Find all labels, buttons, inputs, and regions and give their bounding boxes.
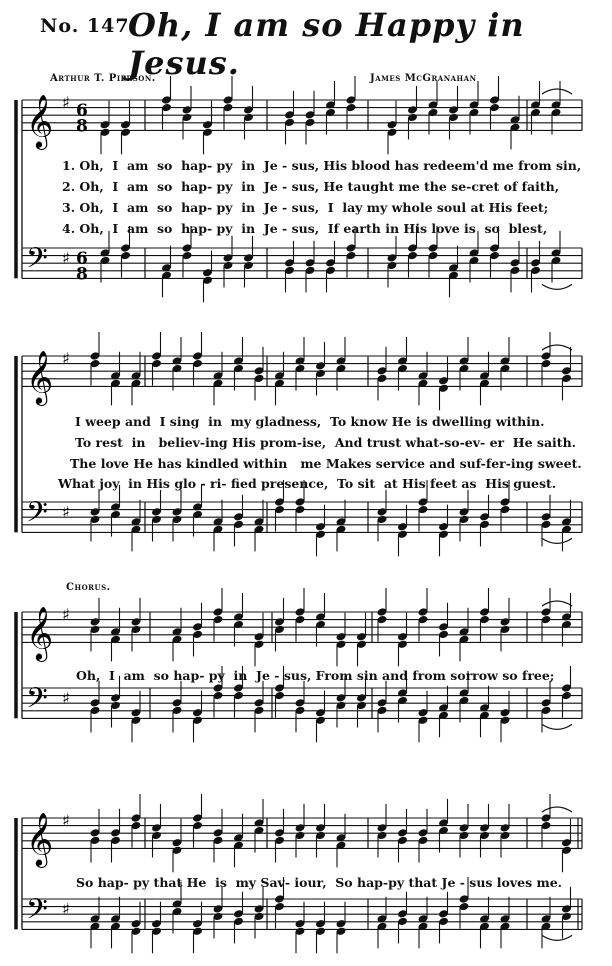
key-sharp: ♯: [62, 899, 70, 919]
treble-clef: 𝄞: [26, 811, 54, 866]
bass-clef: 𝄢: [26, 892, 48, 933]
slur: [542, 935, 572, 940]
treble-clef: 𝄞: [26, 93, 54, 148]
slur: [542, 807, 572, 812]
lyric-line-v1-b: I weep and I sing in my gladness, To know He is dwelling within.: [75, 414, 545, 429]
slur: [542, 345, 572, 350]
key-sharp: ♯: [62, 248, 70, 268]
composer-credit: James McGranahan: [370, 73, 477, 84]
chorus-label: Chorus.: [66, 582, 111, 593]
lyricist-credit: Arthur T. Pierson.: [50, 73, 156, 84]
slur: [542, 284, 572, 289]
lyric-line-v2-b: To rest in believ-ing His prom-ise, And trust what-so-ev- er He saith.: [75, 435, 577, 450]
key-sharp: ♯: [62, 811, 70, 830]
chorus-lyric-line-1: Oh, I am so hap- py in Je - sus, From sin and from sorrow so free;: [76, 668, 555, 683]
bass-clef: 𝄢: [26, 241, 48, 282]
key-sharp: ♯: [62, 502, 70, 522]
lyric-line-v3-b: The love He has kindled within me Makes service and suf-fer-ing sweet.: [70, 456, 582, 471]
key-sharp: ♯: [62, 688, 70, 708]
key-sharp: ♯: [62, 605, 70, 624]
lyric-line-v3-a: 3. Oh, I am so hap- py in Je - sus, I lay my whole soul at His feet;: [62, 200, 549, 215]
hymn-number: No. 147.: [40, 15, 138, 37]
bass-clef: 𝄢: [26, 681, 48, 722]
lyric-line-v4-a: 4. Oh, I am so hap- py in Je - sus, If earth in His love is so blest,: [62, 221, 548, 236]
lyric-line-v1-a: 1. Oh, I am so hap- py in Je - sus, His blood has redeem'd me from sin,: [62, 158, 582, 173]
slur: [542, 89, 572, 94]
time-sig-top: 6: [76, 101, 88, 122]
chorus-lyric-line-2: So hap- py that He is my Sav- iour, So hap-py that Je - sus loves me.: [76, 875, 563, 890]
key-sharp: ♯: [62, 349, 70, 368]
hymn-title: Oh, I am so Happy in Jesus.: [128, 6, 525, 82]
treble-clef: 𝄞: [26, 349, 54, 404]
time-sig-bottom: 8: [76, 116, 88, 137]
lyric-line-v4-b: What joy in His glo - ri- fied presence, To sit at His feet as His guest.: [58, 476, 557, 491]
key-sharp: ♯: [62, 93, 70, 112]
time-sig-top: 6: [76, 249, 88, 270]
treble-clef: 𝄞: [26, 605, 54, 660]
slur: [542, 538, 572, 543]
slur: [542, 724, 572, 729]
slur: [542, 601, 572, 606]
time-sig-bottom: 8: [76, 264, 88, 285]
bass-clef: 𝄢: [26, 495, 48, 536]
lyric-line-v2-a: 2. Oh, I am so hap- py in Je - sus, He taught me the se-cret of faith,: [62, 179, 560, 194]
